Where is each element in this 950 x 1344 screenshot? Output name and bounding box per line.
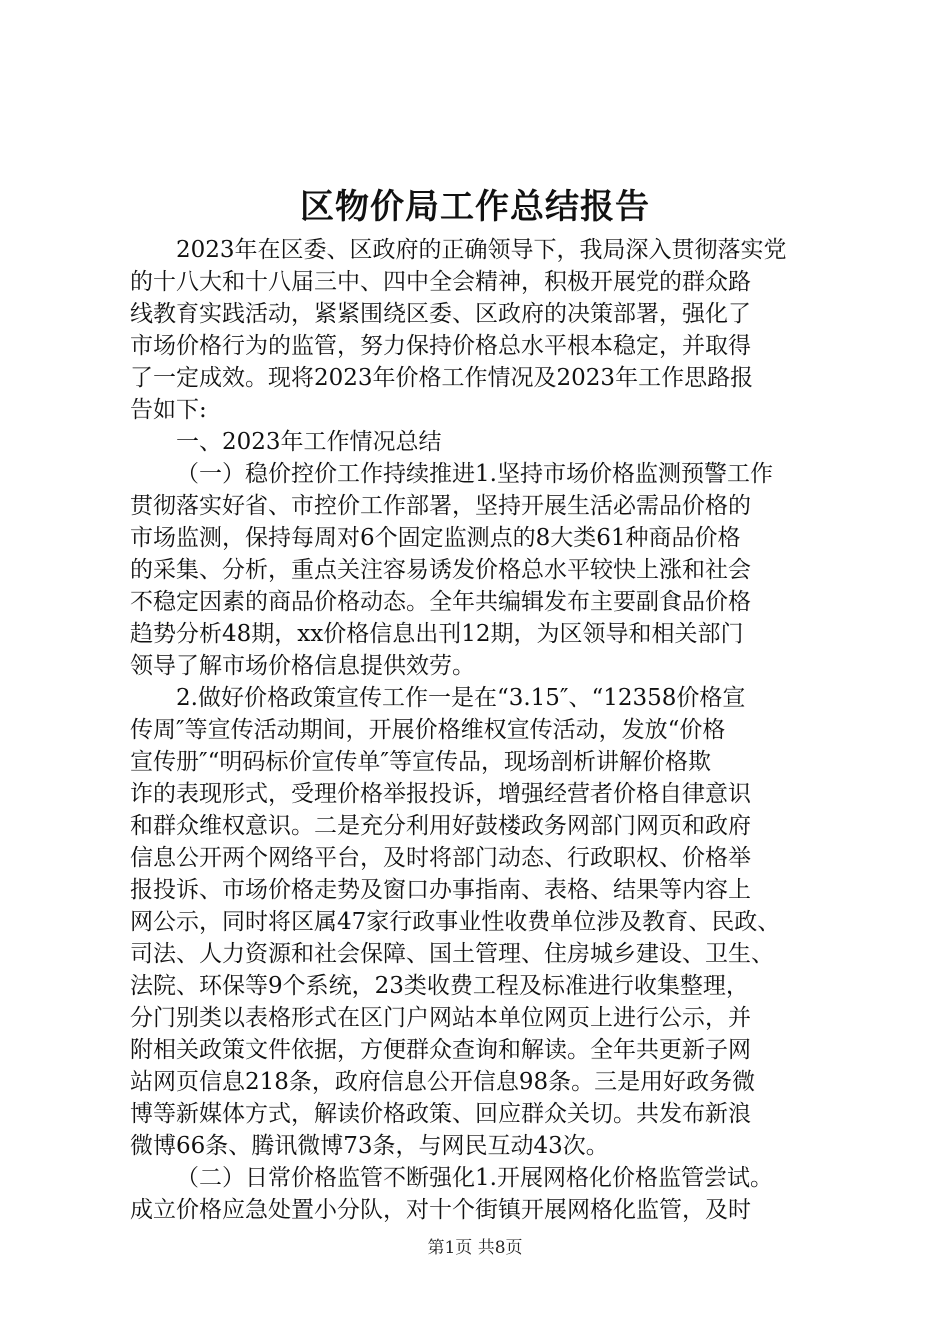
document-body	[130, 234, 830, 1226]
text-line: 线教育实践活动，紧紧围绕区委、区政府的决策部署，强化了	[130, 301, 751, 327]
text-line: 法院、环保等9个系统，23类收费工程及标准进行收集整理，	[130, 973, 749, 999]
page-number-footer: 第1页 共8页	[427, 1238, 523, 1258]
text-line: 不稳定因素的商品价格动态。全年共编辑发布主要副食品价格	[130, 589, 751, 615]
text-line: （一）稳价控价工作持续推进1.坚持市场价格监测预警工作	[176, 461, 773, 487]
text-line: 贯彻落实好省、市控价工作部署，坚持开展生活必需品价格的	[130, 493, 751, 519]
text-line: 和群众维权意识。二是充分利用好鼓楼政务网部门网页和政府	[130, 813, 751, 839]
text-line: 成立价格应急处置小分队，对十个街镇开展网格化监管，及时	[130, 1197, 751, 1223]
text-line: 司法、人力资源和社会保障、国土管理、住房城乡建设、卫生、	[130, 941, 774, 967]
text-line: 网公示，同时将区属47家行政事业性收费单位涉及教育、民政、	[130, 909, 781, 935]
text-line: 市场监测，保持每周对6个固定监测点的8大类61种商品价格	[130, 525, 741, 551]
paragraph-price-stability	[130, 458, 830, 682]
section-heading-1	[130, 426, 830, 458]
text-line: 的十八大和十八届三中、四中全会精神，积极开展党的群众路	[130, 269, 751, 295]
text-line: 传周″等宣传活动期间，开展价格维权宣传活动，发放“价格	[130, 717, 726, 743]
text-line: 2023年在区委、区政府的正确领导下，我局深入贯彻落实党	[176, 237, 787, 263]
text-line: 领导了解市场价格信息提供效劳。	[130, 653, 475, 679]
text-line: 站网页信息218条，政府信息公开信息98条。三是用好政务微	[130, 1069, 756, 1095]
text-line: 趋势分析48期，xx价格信息出刊12期，为区领导和相关部门	[130, 621, 744, 647]
text-line: 2.做好价格政策宣传工作一是在“3.15″、“12358价格宣	[176, 685, 746, 711]
paragraph-intro	[130, 234, 830, 426]
paragraph-policy-publicity	[130, 682, 830, 1162]
text-line: 信息公开两个网络平台，及时将部门动态、行政职权、价格举	[130, 845, 751, 871]
text-line: 市场价格行为的监管，努力保持价格总水平根本稳定，并取得	[130, 333, 751, 359]
text-line: 告如下:	[130, 397, 207, 423]
paragraph-daily-supervision	[130, 1162, 830, 1226]
text-line: 报投诉、市场价格走势及窗口办事指南、表格、结果等内容上	[130, 877, 751, 903]
text-line: 的采集、分析，重点关注容易诱发价格总水平较快上涨和社会	[130, 557, 751, 583]
text-line: （二）日常价格监管不断强化1.开展网格化价格监管尝试。	[176, 1165, 773, 1191]
text-line: 一、2023年工作情况总结	[176, 429, 442, 455]
text-line: 分门别类以表格形式在区门户网站本单位网页上进行公示，并	[130, 1005, 751, 1031]
text-line: 博等新媒体方式，解读价格政策、回应群众关切。共发布新浪	[130, 1101, 751, 1127]
text-line: 诈的表现形式，受理价格举报投诉，增强经营者价格自律意识	[130, 781, 751, 807]
text-line: 附相关政策文件依据，方便群众查询和解读。全年共更新子网	[130, 1037, 751, 1063]
text-line: 了一定成效。现将2023年价格工作情况及2023年工作思路报	[130, 365, 754, 391]
text-line: 微博66条、腾讯微博73条，与网民互动43次。	[130, 1133, 609, 1159]
text-line: 宣传册″“明码标价宣传单″等宣传品，现场剖析讲解价格欺	[130, 749, 711, 775]
document-title: 区物价局工作总结报告	[300, 187, 650, 227]
